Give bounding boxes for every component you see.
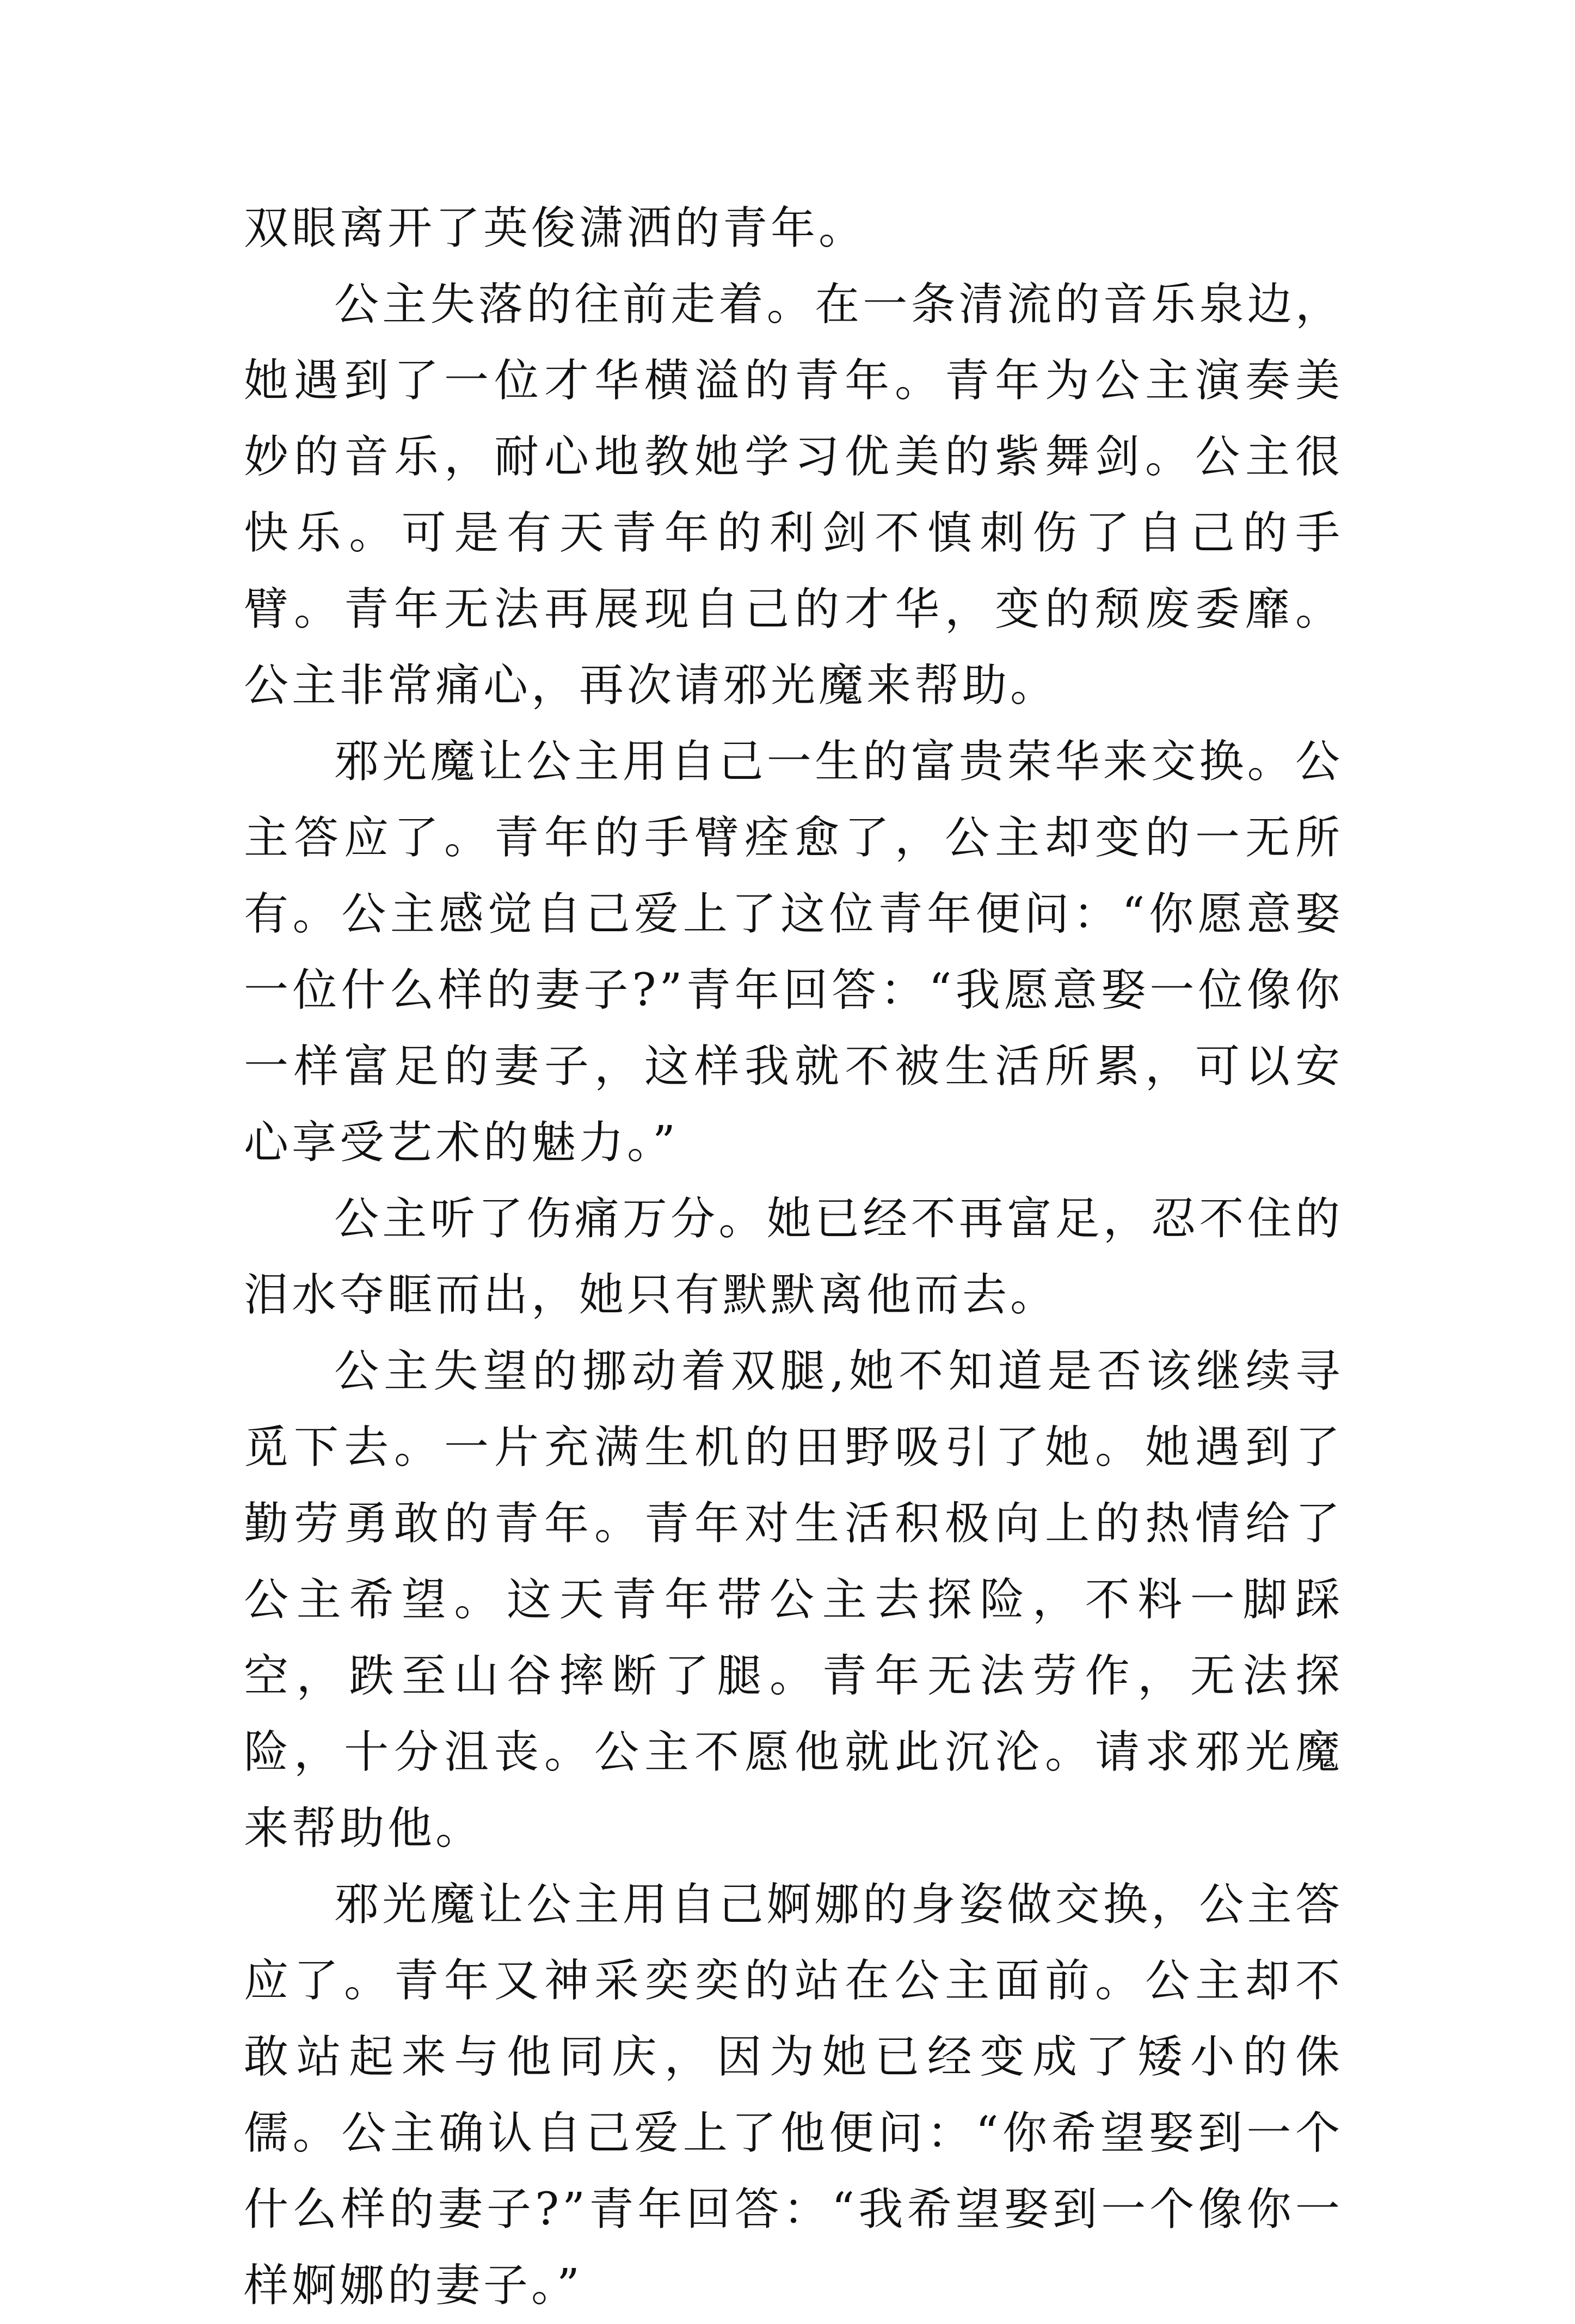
paragraph-5: 公主失望的挪动着双腿,她不知道是否该继续寻觅下去。一片充满生机的田野吸引了她。她遇到了勤劳勇敢的青年。青年对生活积极向上的热情给了公主希望。这天青年带公主去探险，不料一脚踩空，跌至山谷摔断了腿。青年无法劳作，无法探险，十分沮丧。公主不愿他就此沉沦。请求邪光魔来帮助他。: [244, 1345, 1343, 1854]
paragraph-4: 公主听了伤痛万分。她已经不再富足，忍不住的泪水夺眶而出，她只有默默离他而去。: [244, 1193, 1343, 1321]
paragraph-3: 邪光魔让公主用自己一生的富贵荣华来交换。公主答应了。青年的手臂痊愈了，公主却变的一无所有。公主感觉自己爱上了这位青年便问：“你愿意娶一位什么样的妻子?”青年回答：“我愿意娶一位像你一样富足的妻子，这样我就不被生活所累，可以安心享受艺术的魅力。”: [244, 736, 1343, 1169]
body-text: [244, 190, 1343, 2324]
paragraph-6: 邪光魔让公主用自己婀娜的身姿做交换，公主答应了。青年又神采奕奕的站在公主面前。公主却不敢站起来与他同庆，因为她已经变成了矮小的侏儒。公主确认自己爱上了他便问：“你希望娶到一个什么样的妻子?”青年回答：“我希望娶到一个像你一样婀娜的妻子。”: [244, 1879, 1343, 2311]
paragraph-2: 公主失落的往前走着。在一条清流的音乐泉边，她遇到了一位才华横溢的青年。青年为公主演奏美妙的音乐，耐心地教她学习优美的紫舞剑。公主很快乐。可是有天青年的利剑不慎刺伤了自己的手臂。青年无法再展现自己的才华，变的颓废委靡。公主非常痛心，再次请邪光魔来帮助。: [244, 279, 1343, 711]
paragraph-1: 双眼离开了英俊潇洒的青年。: [244, 202, 867, 254]
